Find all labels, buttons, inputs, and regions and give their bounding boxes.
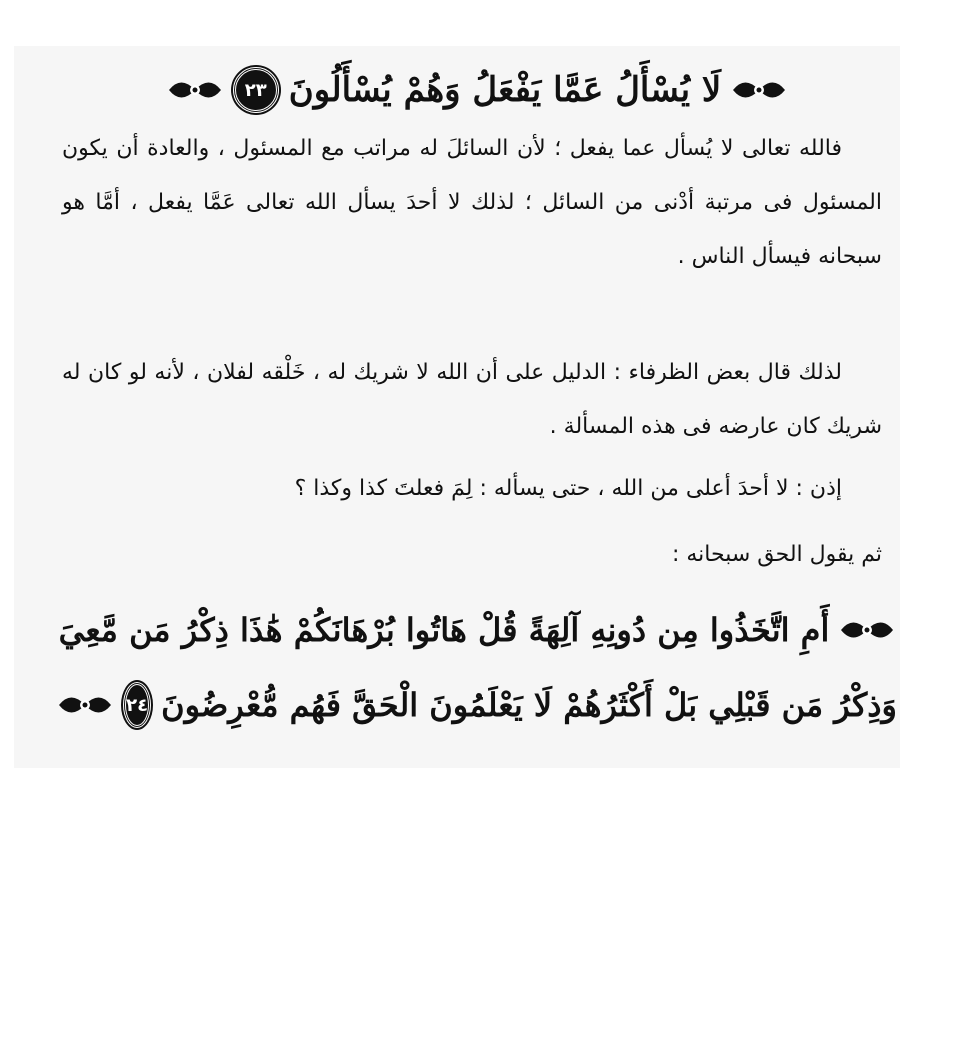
verse-24-line-1 bbox=[58, 600, 892, 660]
verse-end-ornament-icon bbox=[57, 688, 113, 722]
paragraph-2: لذلك قال بعض الظرفاء : الدليل على أن الله لا شريك له ، خَلْقه لفلان ، لأنه لو كان له شريك كان عارضه فى هذه المسألة . bbox=[62, 360, 882, 439]
verse-start-ornament-icon bbox=[731, 73, 787, 107]
verse-24-line-1-text: أَمِ اتَّخَذُوا مِن دُونِهِ آلِهَةً قُلْ هَاتُوا بُرْهَانَكُمْ هَٰذَا ذِكْرُ مَن مَّعِيَ bbox=[58, 611, 830, 649]
verse-23-text: لَا يُسْأَلُ عَمَّا يَفْعَلُ وَهُمْ يُسْأَلُونَ bbox=[288, 70, 722, 110]
verse-24-line-2 bbox=[62, 675, 897, 735]
verse-24-number-badge: ٢٤ bbox=[123, 682, 151, 728]
verse-23-number-badge: ٢٣ bbox=[233, 67, 279, 113]
paragraph-3: إذن : لا أحدَ أعلى من الله ، حتى يسأله : لِمَ فعلتَ كذا وكذا ؟ bbox=[294, 476, 842, 501]
page-content bbox=[58, 60, 897, 760]
paragraph-1: فالله تعالى لا يُسأل عما يفعل ؛ لأن السائلَ له مراتب مع المسئول ، والعادة أن يكون المسئول فى مرتبة أدْنى من السائل ؛ لذلك لا أحدَ يسأل الله تعالى عَمَّا يفعل ، أمَّا هو سبحانه فيسأل الناس . bbox=[62, 136, 882, 269]
paragraph-4: ثم يقول الحق سبحانه : bbox=[671, 542, 882, 567]
verse-23 bbox=[62, 60, 892, 120]
verse-start-ornament-icon bbox=[839, 613, 895, 647]
verse-end-ornament-icon bbox=[167, 73, 223, 107]
verse-24-line-2-text: وَذِكْرُ مَن قَبْلِي بَلْ أَكْثَرُهُمْ لَا يَعْلَمُونَ الْحَقَّ فَهُم مُّعْرِضُونَ bbox=[161, 686, 897, 724]
